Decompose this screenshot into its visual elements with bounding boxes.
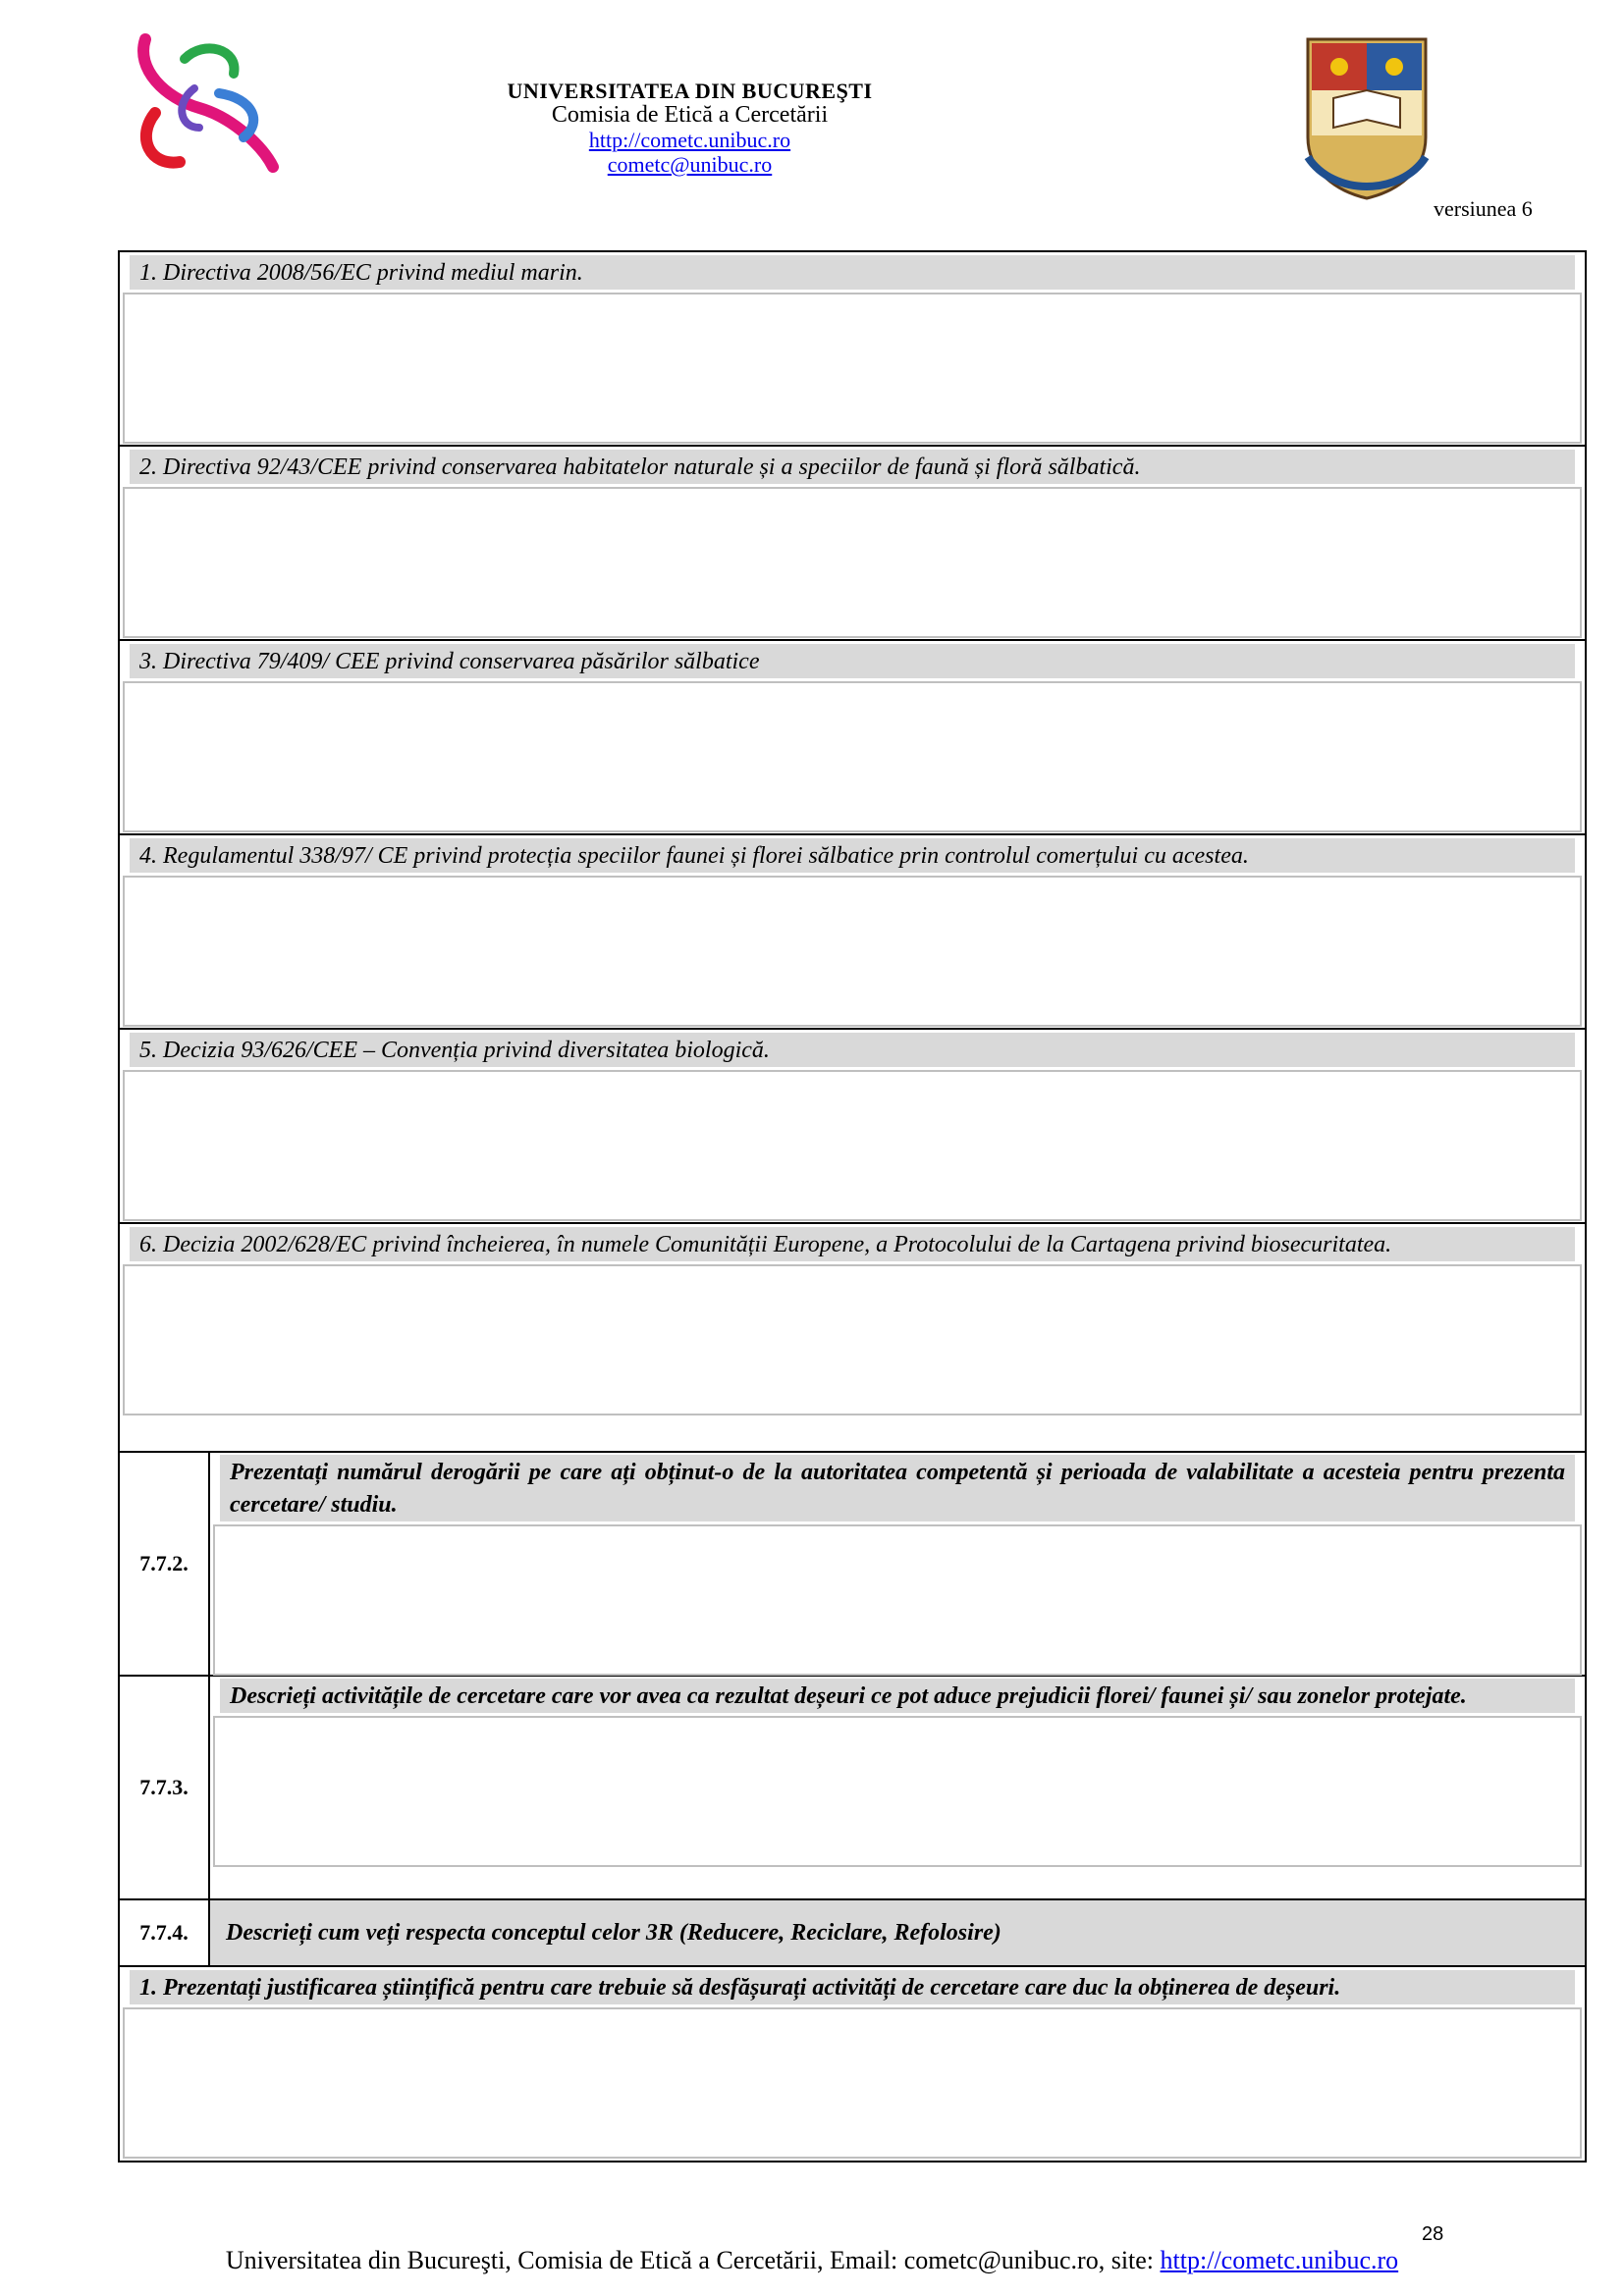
answer-field-1[interactable] (123, 293, 1582, 444)
directive-title-2: 2. Directiva 92/43/CEE privind conservarea habitatelor naturale și a speciilor de faună și floră sălbatică. (130, 450, 1575, 484)
directive-section-6 (120, 1227, 1585, 1453)
university-name: UNIVERSITATEA DIN BUCUREŞTI (507, 79, 873, 103)
item-row-773 (120, 1677, 1585, 1900)
commission-logo (126, 29, 283, 177)
item-row-774 (120, 1900, 1585, 1967)
directive-title-1: 1. Directiva 2008/56/EC privind mediul marin. (130, 255, 1575, 290)
answer-field-final[interactable] (123, 2007, 1582, 2159)
item-number: 7.7.4. (120, 1900, 210, 1965)
answer-field-772[interactable] (213, 1524, 1582, 1676)
directive-title-3: 3. Directiva 79/409/ CEE privind conservarea păsărilor sălbatice (130, 644, 1575, 678)
directive-section-3 (120, 644, 1585, 835)
commission-name: Comisia de Etică a Cercetării (551, 102, 829, 128)
directive-section-4 (120, 838, 1585, 1030)
final-question-title: 1. Prezentați justificarea științifică pentru care trebuie să desfășurați activități de cercetare care duc la obținerea de deșeuri. (130, 1970, 1575, 2004)
item-number: 7.7.3. (120, 1677, 210, 1898)
item-number: 7.7.2. (120, 1453, 210, 1675)
answer-field-773[interactable] (213, 1716, 1582, 1867)
directive-section-5 (120, 1033, 1585, 1224)
final-question-section (120, 1970, 1585, 2161)
form-table (118, 250, 1587, 2163)
item-question: Prezentați numărul derogării pe care ați obținut-o de la autoritatea competentă și perioada de valabilitate a acesteia pentru prezenta cercetare/ studiu. (220, 1455, 1575, 1522)
website-link[interactable]: http://cometc.unibuc.ro (588, 128, 791, 152)
item-question: Descrieți cum veți respecta conceptul celor 3R (Reducere, Reciclare, Refolosire) (210, 1900, 1585, 1965)
item-row-772 (120, 1453, 1585, 1677)
page-footer (0, 2246, 1624, 2275)
directive-section-2 (120, 450, 1585, 641)
page-number: 28 (1422, 2223, 1444, 2245)
footer-text: Universitatea din Bucureşti, Comisia de Etică a Cercetării, Email: cometc@unibuc.ro, site: (225, 2246, 1161, 2274)
directive-title-4: 4. Regulamentul 338/97/ CE privind protecția speciilor faunei și florei sălbatice prin controlul comerțului cu acestea. (130, 838, 1575, 873)
item-question: Descrieți activitățile de cercetare care vor avea ca rezultat deșeuri ce pot aduce prejudicii florei/ faunei și/ sau zonelor protejate. (220, 1679, 1575, 1713)
directive-title-5: 5. Decizia 93/626/CEE – Convenția privind diversitatea biologică. (130, 1033, 1575, 1067)
answer-field-2[interactable] (123, 487, 1582, 638)
footer-website-link[interactable]: http://cometc.unibuc.ro (1160, 2246, 1399, 2274)
answer-field-4[interactable] (123, 876, 1582, 1027)
version-label: versiunea 6 (1434, 196, 1533, 221)
answer-field-3[interactable] (123, 681, 1582, 832)
directive-title-6: 6. Decizia 2002/628/EC privind încheierea, în numele Comunității Europene, a Protocolului de la Cartagena privind biosecuritatea. (130, 1227, 1575, 1261)
header-block (412, 79, 967, 177)
email-link[interactable]: cometc@unibuc.ro (607, 152, 773, 177)
directive-section-1 (120, 255, 1585, 447)
answer-field-5[interactable] (123, 1070, 1582, 1221)
answer-field-6[interactable] (123, 1264, 1582, 1415)
university-crest (1294, 29, 1439, 204)
